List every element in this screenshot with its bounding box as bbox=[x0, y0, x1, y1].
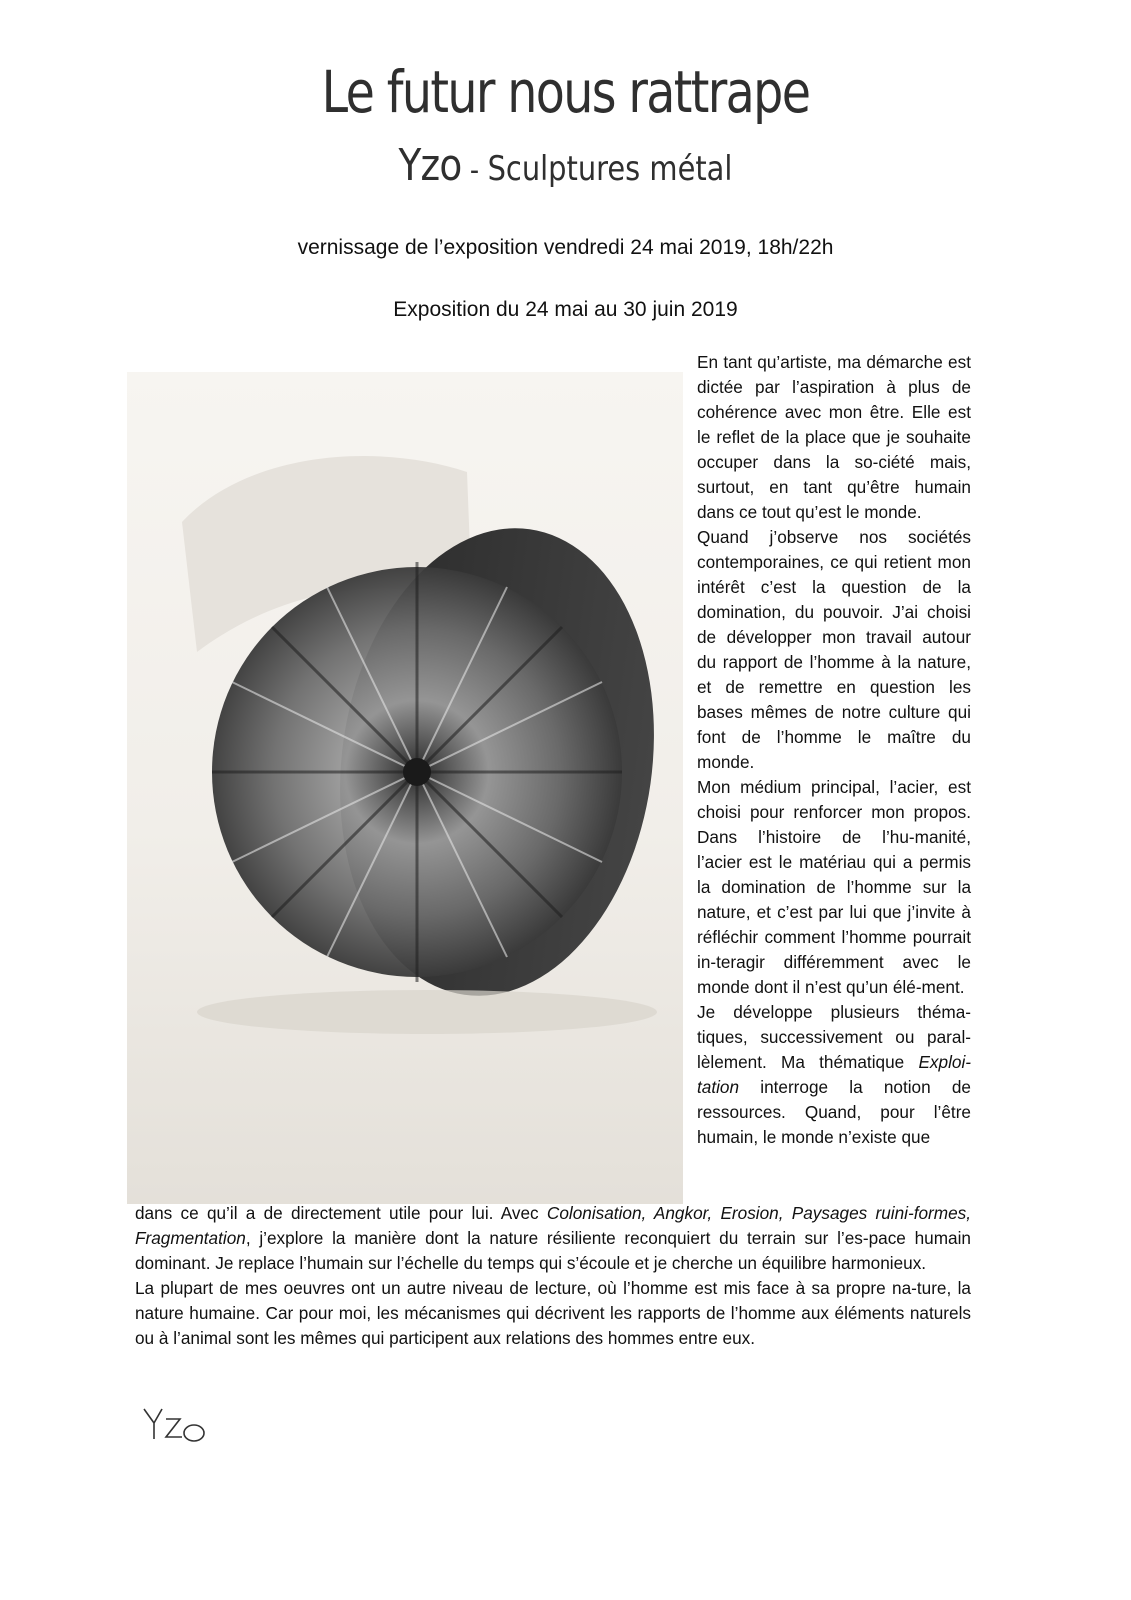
paragraph-1: En tant qu’artiste, ma démarche est dictée par l’aspiration à plus de cohérence avec mon être. Elle est le reflet de la place que je souhaite occuper dans la so-ciété mais, surtout, en tant qu’être humain dans ce tout qu’est le monde. bbox=[697, 352, 971, 522]
paragraph-4-end bbox=[135, 1201, 971, 1276]
sculpture-photo bbox=[127, 372, 683, 1204]
exhibition-dates: Exposition du 24 mai au 30 juin 2019 bbox=[393, 298, 738, 321]
p4-text-f: , j’explore la manière dont la nature résiliente reconquiert du terrain sur l’es-pace humain dominant. Je replace l’humain sur l’échelle du temps qui s’écoule et je cherche un équilibre harmonieux. bbox=[135, 1228, 971, 1273]
signature bbox=[140, 1403, 210, 1451]
sculpture-illustration bbox=[127, 372, 683, 1204]
subtitle bbox=[85, 140, 1046, 191]
p4-italic-works: Colonisation, Angkor, Erosion, Paysages ruini-formes, Fragmentation bbox=[135, 1203, 972, 1248]
paragraph-5: La plupart de mes oeuvres ont un autre niveau de lecture, où l’homme est mis face à sa propre na-ture, la nature humaine. Car pour moi, les mécanismes qui décrivent les rapports de l’homme aux éléments naturels ou à l’animal sont les mêmes qui participent aux relations des hommes entre eux. bbox=[135, 1278, 971, 1348]
p4-text-c: interroge la notion de ressources. Quand, pour l’être humain, le monde n’existe que bbox=[697, 1077, 971, 1147]
page-title: Le futur nous rattrape bbox=[321, 58, 810, 126]
paragraph-2: Quand j’observe nos sociétés contemporaines, ce qui retient mon intérêt c’est la question de la domination, du pouvoir. J’ai choisi de développer mon travail autour du rapport de l’homme à la nature, et de remettre en question les bases mêmes de notre culture qui font de l’homme le maître du monde. bbox=[697, 527, 971, 772]
p4-italic-exploitation: Exploi-tation bbox=[697, 1052, 971, 1097]
p4-text-a: Je développe plusieurs théma-tiques, successivement ou paral-lèlement. Ma thématique bbox=[697, 1002, 971, 1072]
signature-drawing bbox=[140, 1403, 210, 1451]
artist-name: Yzo bbox=[398, 140, 462, 191]
subtitle-kind: Sculptures métal bbox=[487, 149, 733, 189]
p4-text-d: dans ce qu’il a de directement utile pour lui. Avec bbox=[135, 1203, 547, 1223]
paragraph-4-start bbox=[697, 1000, 971, 1150]
text-full-width bbox=[135, 1201, 971, 1351]
paragraph-3: Mon médium principal, l’acier, est choisi pour renforcer mon propos. Dans l’histoire de l’hu-manité, l’acier est le matériau qui a permis la domination de l’homme sur la nature, et c’est par lui que j’invite à réfléchir comment l’homme pourrait in-teragir différemment avec le monde dont il n’est qu’un élé-ment. bbox=[697, 777, 971, 997]
text-column bbox=[697, 350, 971, 1150]
subtitle-separator: - bbox=[469, 153, 480, 188]
opening-line: vernissage de l’exposition vendredi 24 mai 2019, 18h/22h bbox=[297, 236, 834, 259]
